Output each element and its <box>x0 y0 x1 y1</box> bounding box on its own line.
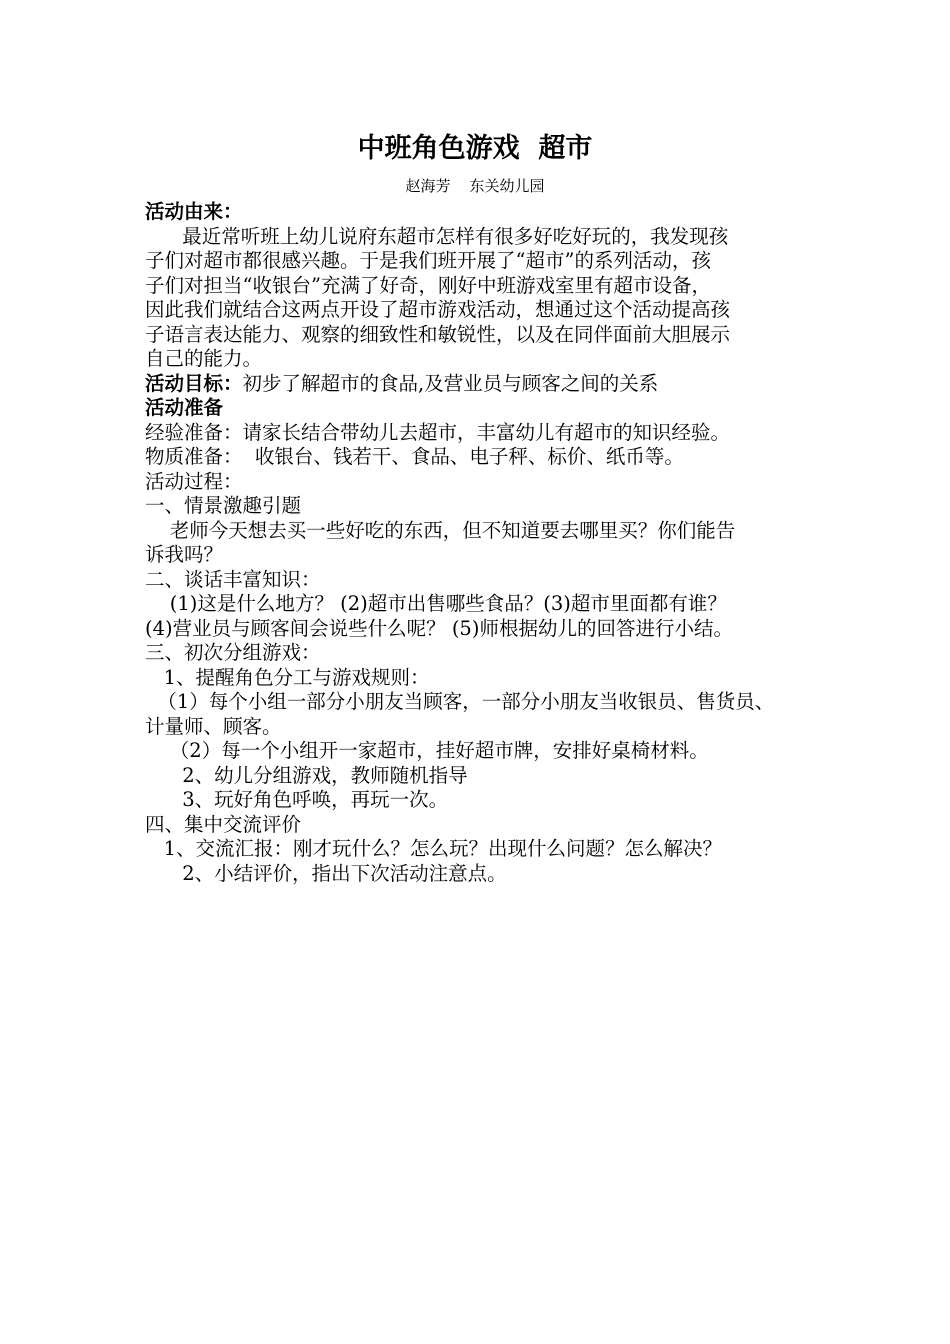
process-heading: 活动过程： <box>145 469 243 493</box>
document-title: 中班角色游戏 超市 <box>357 133 593 164</box>
document-body <box>145 200 825 886</box>
origin-paragraph-line: 子们对超市都很感兴趣。于是我们班开展了“超市”的系列活动，孩 <box>145 249 711 272</box>
author-line: 赵海芳 东关幼儿园 <box>405 177 545 195</box>
step1-line: 老师今天想去买一些好吃的东西，但不知道要去哪里买？你们能告 <box>145 518 736 542</box>
step4-heading: 四、集中交流评价 <box>145 812 302 836</box>
origin-paragraph-line: 最近常听班上幼儿说府东超市怎样有很多好吃好玩的，我发现孩 <box>145 224 729 248</box>
goal-line <box>145 372 825 397</box>
step1-line: 诉我吗？ <box>145 543 224 566</box>
step3-line: 计量师、顾客。 <box>145 714 282 738</box>
step4-line: 1、交流汇报：刚才玩什么？怎么玩？出现什么问题？怎么解决？ <box>145 837 723 860</box>
step3-line: 1、提醒角色分工与游戏规则： <box>145 665 430 689</box>
step4-line: 2、小结评价，指出下次活动注意点。 <box>145 861 507 885</box>
goal-heading: 活动目标： <box>145 371 243 395</box>
origin-heading: 活动由来： <box>145 200 243 223</box>
step3-line: （1）每个小组一部分小朋友当顾客，一部分小朋友当收银员、售货员、 <box>145 690 775 713</box>
origin-paragraph-line: 因此我们就结合这两点开设了超市游戏活动，想通过这个活动提高孩 <box>145 298 731 321</box>
material-prep: 物质准备： 收银台、钱若干、食品、电子秤、标价、纸币等。 <box>145 445 684 468</box>
step2-heading: 二、谈话丰富知识： <box>145 567 321 591</box>
step3-line: 2、幼儿分组游戏，教师随机指导 <box>145 763 468 787</box>
origin-paragraph-line: 子们对担当“收银台”充满了好奇，刚好中班游戏室里有超市设备， <box>145 273 711 297</box>
origin-paragraph-line: 自己的能力。 <box>145 347 263 370</box>
step1-heading: 一、情景激趣引题 <box>145 494 302 517</box>
origin-paragraph-line: 子语言表达能力、观察的细致性和敏锐性，以及在同伴面前大胆展示 <box>145 322 731 346</box>
step2-line: (1)这是什么地方？ (2)超市出售哪些食品？(3)超市里面都有谁？ <box>145 592 727 615</box>
step2-line: (4)营业员与顾客间会说些什么呢？ (5)师根据幼儿的回答进行小结。 <box>145 616 733 640</box>
step3-heading: 三、初次分组游戏： <box>145 641 321 664</box>
experience-prep: 经验准备：请家长结合带幼儿去超市，丰富幼儿有超市的知识经验。 <box>145 420 731 444</box>
goal-text: 初步了解超市的食品,及营业员与顾客之间的关系 <box>242 371 659 395</box>
step3-line: 3、玩好角色呼唤，再玩一次。 <box>145 788 449 811</box>
prep-heading: 活动准备 <box>145 396 224 419</box>
step3-line: （2）每一个小组开一家超市，挂好超市牌，安排好桌椅材料。 <box>145 739 709 762</box>
